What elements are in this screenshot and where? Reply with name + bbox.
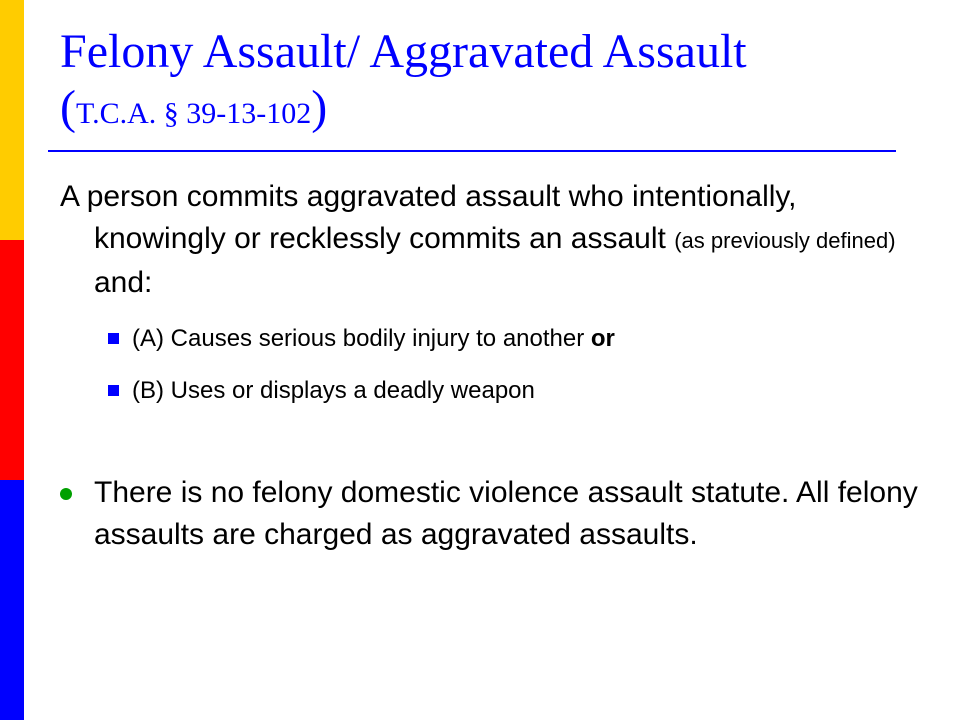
slide-body xyxy=(60,176,920,556)
title-divider xyxy=(48,150,896,152)
title-close-paren: ) xyxy=(311,81,328,134)
intro-paragraph xyxy=(60,176,920,304)
sub-item-a xyxy=(60,324,920,354)
accent-bar-yellow xyxy=(0,0,24,240)
intro-parenthetical: (as previously defined) xyxy=(674,228,896,253)
title-open-paren: ( xyxy=(60,81,76,134)
sub-item-a-text: (A) Causes serious bodily injury to another xyxy=(132,325,585,352)
title-line-1: Felony Assault/ Aggravated Assault xyxy=(60,25,747,78)
square-bullet-icon xyxy=(108,385,119,396)
accent-bar-red xyxy=(0,240,24,480)
sub-item-a-emphasis: or xyxy=(590,325,615,352)
title-citation: T.C.A. § 39-13-102 xyxy=(75,97,312,130)
bullet-item-text: There is no felony domestic violence assault statute. All felony assaults are charged as aggravated assaults. xyxy=(94,476,918,551)
accent-bar-blue xyxy=(0,480,24,720)
sub-item-b xyxy=(60,376,920,406)
intro-text: A person commits aggravated assault who intentionally, knowingly or recklessly commits an assault xyxy=(60,180,797,255)
round-bullet-icon xyxy=(60,488,72,500)
title-line-2 xyxy=(60,80,940,142)
square-bullet-icon xyxy=(108,333,119,344)
slide-title xyxy=(60,24,940,142)
bullet-item xyxy=(60,472,920,556)
sub-item-b-text: (B) Uses or displays a deadly weapon xyxy=(132,377,535,404)
intro-tail: and: xyxy=(94,266,153,299)
